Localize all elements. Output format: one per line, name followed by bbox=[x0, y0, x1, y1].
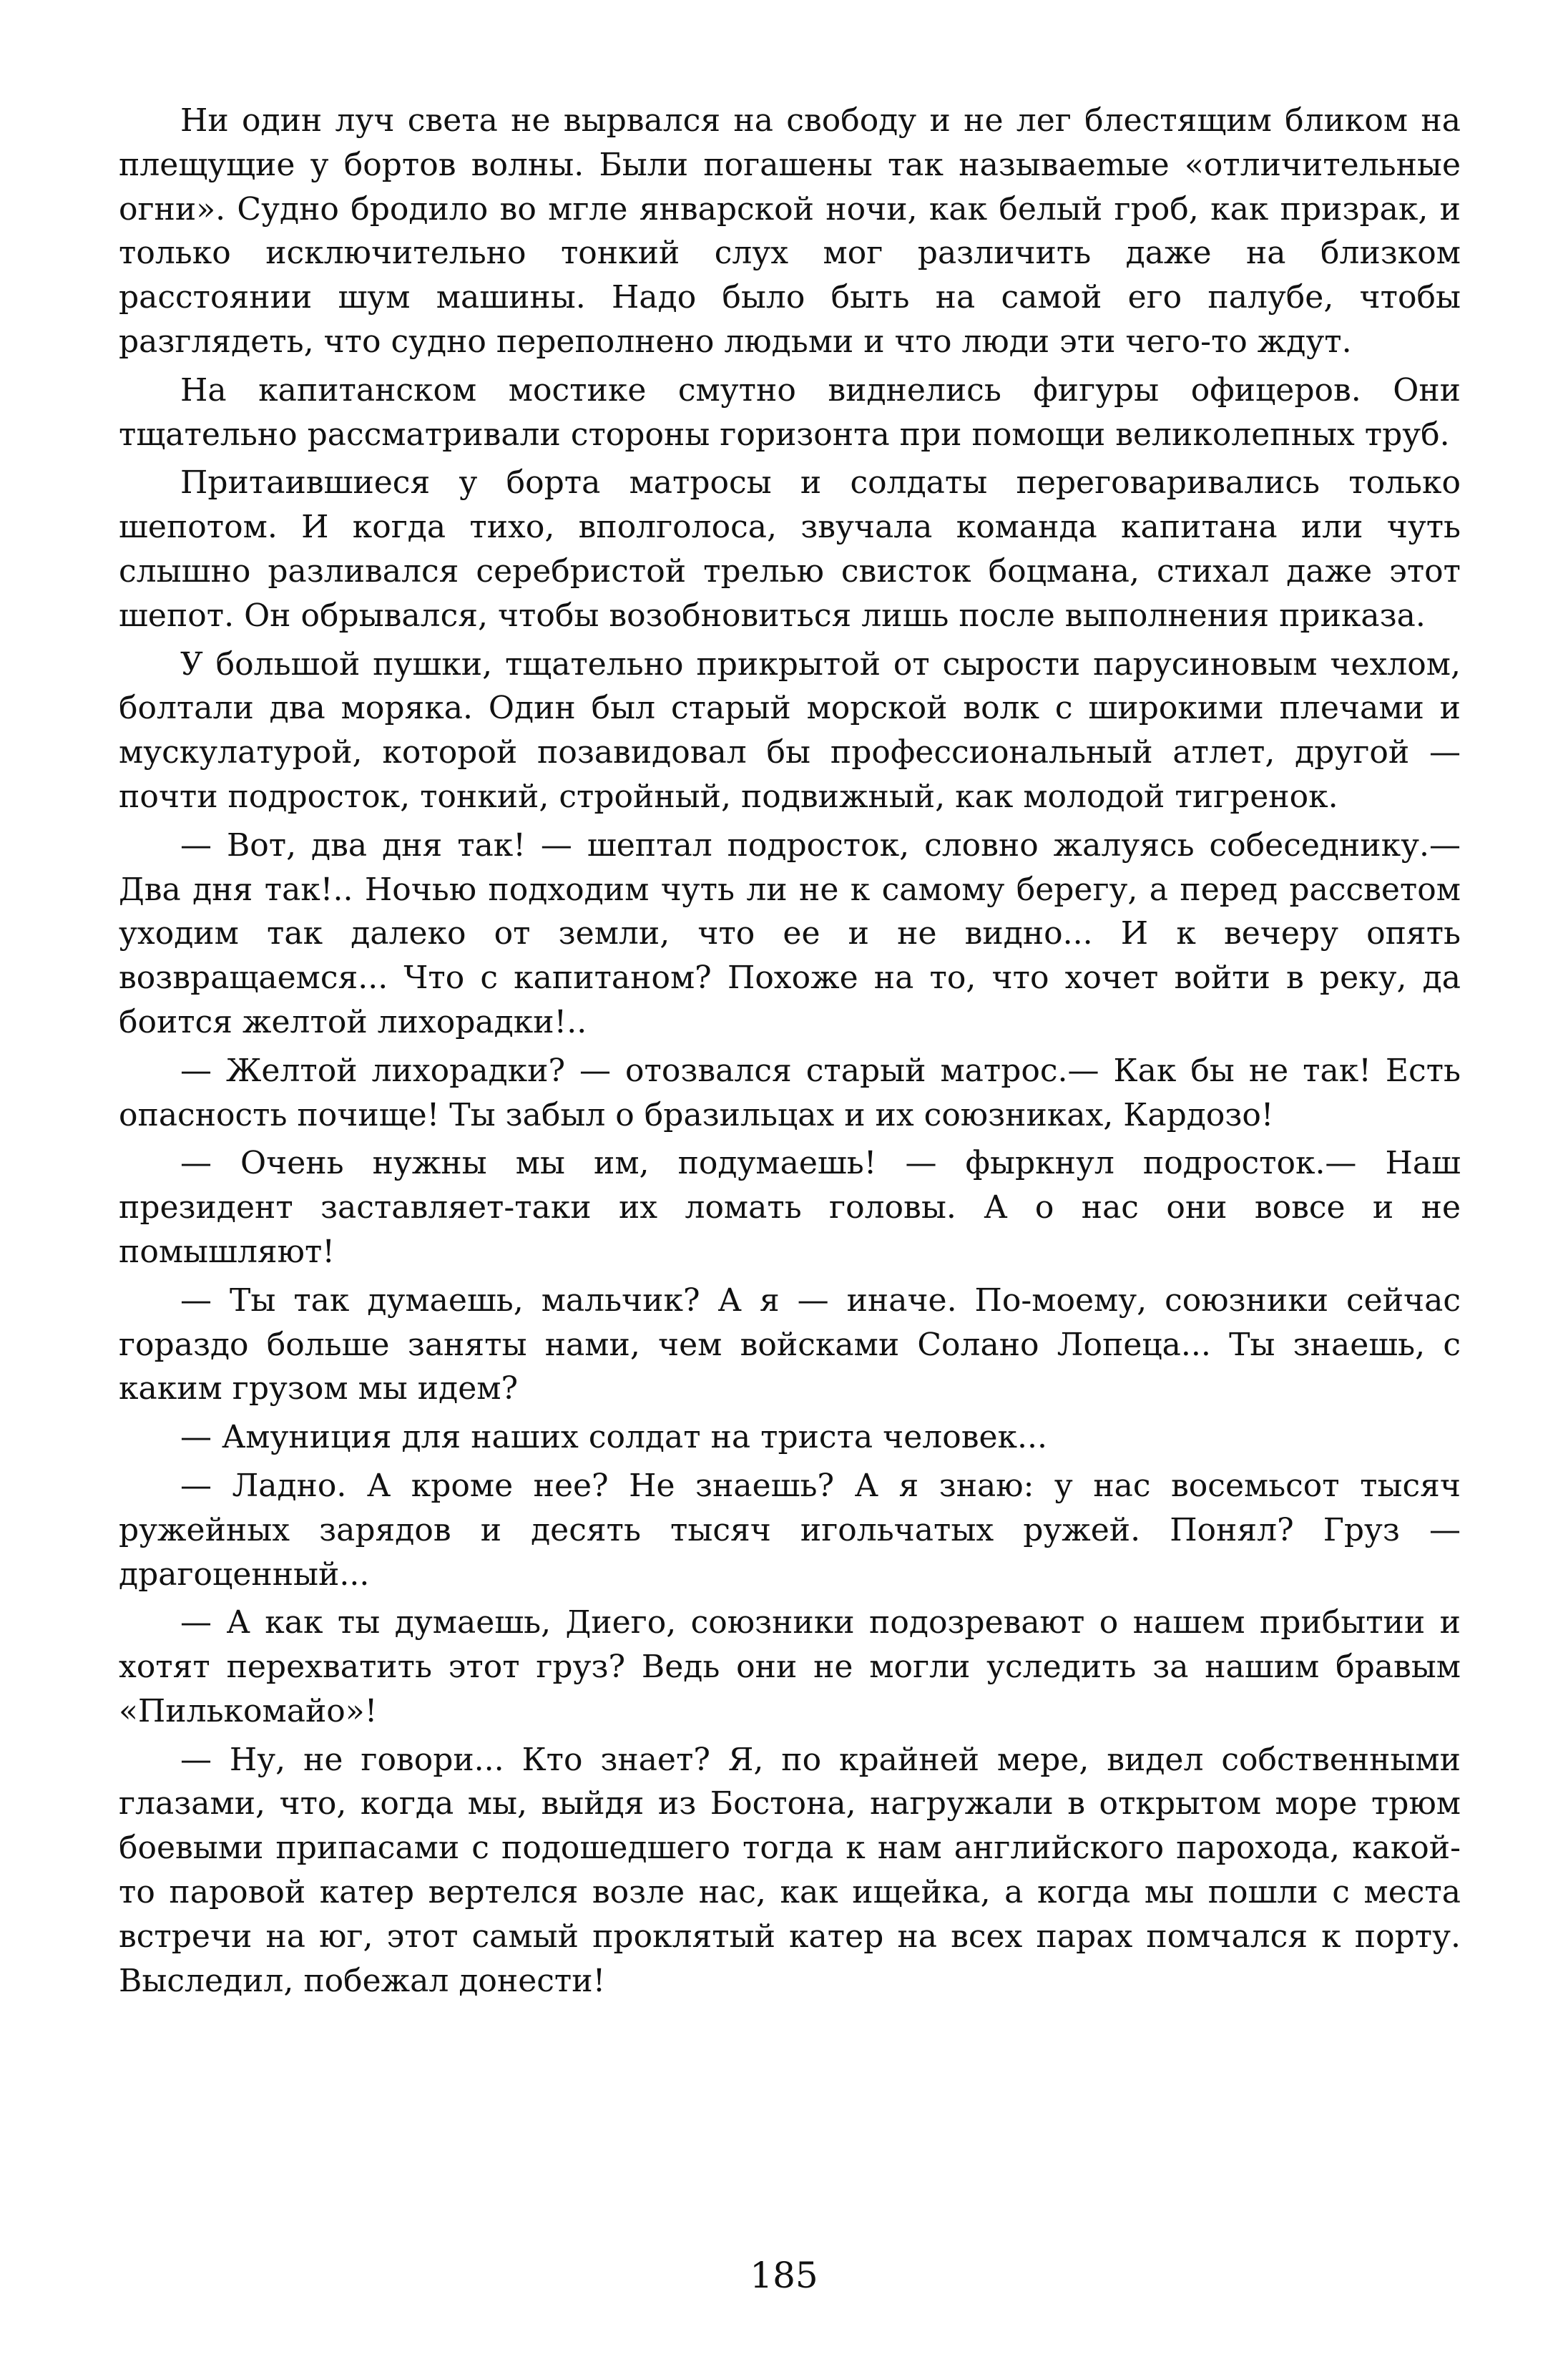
paragraph: У большой пушки, тщательно прикрытой от сырости парусиновым чехлом, болтали два моряка. Один был старый морской волк с широкими плечами и мускулатурой, которой позавидовал бы профессиональный атлет, другой — почти подросток, тонкий, стройный, подвижный, как молодой тигренок. bbox=[119, 645, 1461, 815]
paragraph: — Желтой лихорадки? — отозвался старый матрос.— Как бы не так! Есть опасность почище! Ты забыл о бразильцах и их союзниках, Кардозо! bbox=[119, 1052, 1461, 1133]
paragraph: — А как ты думаешь, Диего, союзники подозревают о нашем прибытии и хотят перехватить этот груз? Ведь они не могли уследить за нашим бравым «Пилькомайо»! bbox=[119, 1604, 1461, 1729]
paragraph: — Ты так думаешь, мальчик? А я — иначе. По-моему, союзники сейчас гораздо больше заняты нами, чем войсками Солано Лопеца... Ты знаешь, с каким грузом мы идем? bbox=[119, 1282, 1461, 1407]
page-body bbox=[119, 99, 1461, 2003]
paragraph: — Ладно. А кроме нее? Не знаешь? А я знаю: у нас восемьсот тысяч ружейных зарядов и десять тысяч игольчатых ружей. Понял? Груз — драгоценный... bbox=[119, 1467, 1461, 1593]
paragraph: На капитанском мостике смутно виднелись фигуры офицеров. Они тщательно рассматривали стороны горизонта при помощи великолепных труб. bbox=[119, 371, 1461, 453]
paragraph: Ни один луч света не вырвался на свободу и не лег блестящим бликом на плещущие у бортов волны. Были погашены так называеmые «отличительные огни». Судно бродило во мгле январской ночи, как белый гроб, как призрак, и только исключительно тонкий слух мог различить даже на близком расстоянии шум машины. Надо было быть на самой его палубе, чтобы разглядеть, что судно переполнено людьми и что люди эти чего-то ждут. bbox=[119, 102, 1461, 360]
paragraph: — Очень нужны мы им, подумаешь! — фыркнул подросток.— Наш президент заставляет-таки их ломать головы. А о нас они вовсе и не помышляют! bbox=[119, 1145, 1461, 1270]
paragraph: Притаившиеся у борта матросы и солдаты переговаривались только шепотом. И когда тихо, вполголоса, звучала команда капитана или чуть слышно разливался серебристой трелью свисток боцмана, стихал даже этот шепот. Он обрывался, чтобы возобновиться лишь после выполнения приказа. bbox=[119, 464, 1461, 634]
page-number: 185 bbox=[750, 2255, 818, 2296]
paragraph: — Ну, не говори... Кто знает? Я, по крайней мере, видел собственными глазами, что, когда мы, выйдя из Бостона, нагружали в открытом море трюм боевыми припасами с подошедшего тогда к нам английского парохода, какой-то паровой катер вертелся возле нас, как ищейка, а когда мы пошли с места встречи на юг, этот самый проклятый катер на всех парах помчался к порту. Выследил, побежал донести! bbox=[119, 1741, 1461, 1999]
paragraph: — Вот, два дня так! — шептал подросток, словно жалуясь собеседнику.— Два дня так!.. Ночью подходим чуть ли не к самому берегу, а перед рассветом уходим так далеко от земли, что ее и не видно... И к вечеру опять возвращаемся... Что с капитаном? Похоже на то, что хочет войти в реку, да боится желтой лихорадки!.. bbox=[119, 826, 1461, 1040]
paragraph: — Амуниция для наших солдат на триста человек... bbox=[180, 1419, 1047, 1456]
